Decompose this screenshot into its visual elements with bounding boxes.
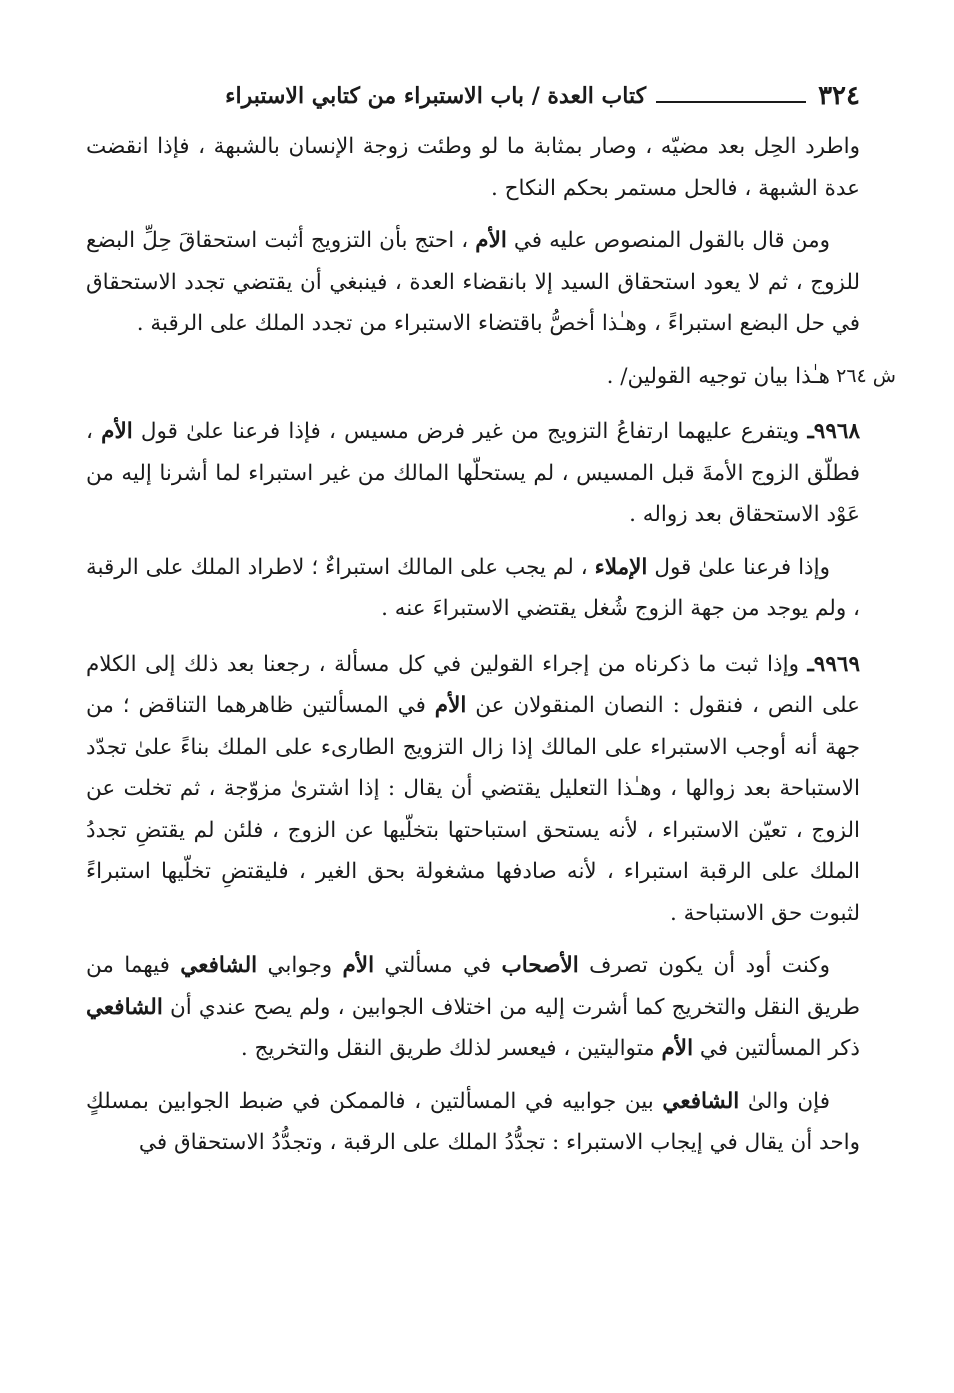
paragraph: ومن قال بالقول المنصوص عليه في الأم ، احتج بأن التزويج أثبت استحقاقَ حِلِّ البضع للزوج ، ثم لا يعود استحقاق السيد إلا بانقضاء العدة ، فينبغي أن يقتضي تجدد الاستحقاق في حل البضع استبراءً ، وهـٰذا أخصُّ باقتضاء الاستبراء من تجدد الملك على الرقبة . bbox=[86, 228, 861, 336]
paragraph: واطرد الحِل بعد مضيّه ، وصار بمثابة ما لو وطئت زوجة الإنسان بالشبهة ، فإذا انقضت عدة الشبهة ، فالحل مستمر بحكم النكاح . bbox=[86, 134, 860, 201]
numbered-paragraph: ٩٩٦٩ـ وإذا ثبت ما ذكرناه من إجراء القولين في كل مسألة ، رجعنا بعد ذلك إلى الكلام على النص ، فنقول : النصان المنقولان عن الأم في المسألتين ظاهرهما التناقض ؛ من جهة أنه أوجب الاستبراء على المالك إذا زال التزويج الطارىء على الملك بناءً علىٰ تجدّد الاستباحة بعد زوالها ، وهـٰذا التعليل يقتضي أن يقال : إذا اشترىٰ مزوّجة ، ثم تخلت عن الزوج ، تعيّن الاستبراء ، لأنه يستحق استباحتها بتخلّيها عن الزوج ، فلئن لم يقتضِ تجددُ الملك على الرقبة استبراء ، لأنه صادفها مشغولة بحق الغير ، فليقتضِ تخلّيها استبراءً لثبوت حق الاستباحة . bbox=[86, 651, 860, 926]
paragraph: فإن والىٰ الشافعي بين جوابيه في المسألتين ، فالممكن في ضبط الجوابين بمسلكٍ واحد أن يقال في إيجاب الاستبراء : تجدُّدُ الملك على الرقبة ، وتجدُّدُ الاستحقاق في bbox=[86, 1088, 860, 1155]
bold-term: الأم bbox=[661, 1036, 694, 1061]
bold-term: الإملاء bbox=[594, 554, 648, 580]
body-text bbox=[86, 126, 896, 1175]
paragraph: وكنت أود أن يكون تصرف الأصحاب في مسألتي الأم وجوابي الشافعي فيهما من طريق النقل والتخريج كما أشرت إليه من اختلاف الجوابين ، ولم يصح عندي أن الشافعي ذكر المسألتين في الأم متواليتين ، فيعسر لذلك طريق النقل والتخريج . bbox=[86, 953, 860, 1061]
paragraph-number: ٩٩٦٩ـ bbox=[807, 651, 860, 677]
bold-term: الأم bbox=[101, 419, 133, 444]
header-rule bbox=[656, 101, 806, 103]
bold-term: الأم bbox=[342, 953, 375, 978]
page-number: ٣٢٤ bbox=[818, 81, 860, 111]
bold-term: الشافعي bbox=[180, 953, 258, 978]
manuscript-page-marker: ش ٢٦٤ bbox=[836, 364, 896, 387]
numbered-paragraph: ٩٩٦٨ـ ويتفرع عليهما ارتفاعُ التزويج من غير فرض مسيس ، فإذا فرعنا علىٰ قول الأم ، فطلّق الزوج الأمةَ قبل المسيس ، لم يستحلّها المالك من غير استبراء لما أشرنا إليه من عَوْد الاستحقاق بعد زواله . bbox=[86, 419, 860, 527]
bold-term: الأم bbox=[434, 693, 467, 718]
bold-term: الأصحاب bbox=[501, 953, 579, 978]
paragraph-number: ٩٩٦٨ـ bbox=[807, 419, 860, 444]
bold-term: الشافعي bbox=[86, 994, 163, 1020]
bold-term: الأم bbox=[475, 228, 507, 253]
running-title: كتاب العدة / باب الاستبراء من كتابي الاستبراء bbox=[225, 83, 647, 109]
bold-term: الشافعي bbox=[662, 1088, 740, 1114]
paragraph: ش ٢٦٤ هـٰذا بيان توجيه القولين/ . bbox=[86, 356, 860, 398]
page-header bbox=[86, 76, 860, 116]
paragraph: وإذا فرعنا علىٰ قول الإملاء ، لم يجب على المالك استبراءٌ ؛ لاطراد الملك على الرقبة ، ولم يوجد من جهة الزوج شُغل يقتضي الاستبراءَ عنه . bbox=[86, 554, 860, 621]
